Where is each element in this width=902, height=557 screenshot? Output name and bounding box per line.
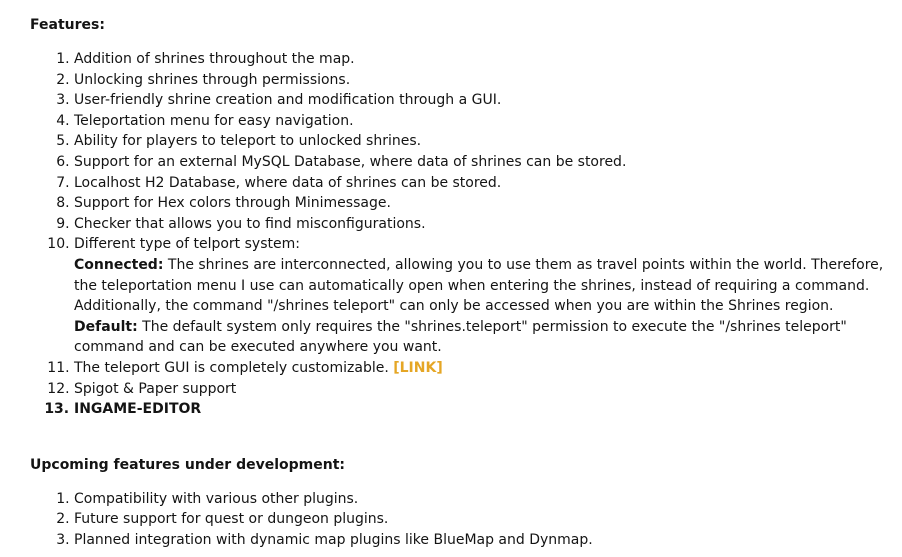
gui-text: The teleport GUI is completely customizable. bbox=[74, 359, 394, 376]
list-item: 7. Localhost H2 Database, where data of shrines can be stored. bbox=[74, 173, 888, 194]
features-heading: Features: bbox=[30, 17, 105, 33]
list-item: 8. Support for Hex colors through Minimessage. bbox=[74, 193, 888, 214]
connected-description bbox=[74, 255, 888, 317]
list-item: 3. User-friendly shrine creation and modification through a GUI. bbox=[74, 90, 888, 111]
list-item: 4. Teleportation menu for easy navigation. bbox=[74, 111, 888, 132]
teleport-system-text: Different type of telport system: bbox=[74, 236, 300, 253]
list-item: 3. Planned integration with dynamic map plugins like BlueMap and Dynmap. bbox=[74, 530, 888, 551]
upcoming-heading: Upcoming features under development: bbox=[30, 456, 345, 473]
gui-link[interactable]: [LINK] bbox=[393, 359, 443, 376]
list-item: 9. Checker that allows you to find misconfigurations. bbox=[74, 214, 888, 235]
list-item-teleport-system bbox=[74, 234, 888, 358]
connected-label: Connected: bbox=[74, 256, 164, 273]
upcoming-list bbox=[30, 489, 888, 551]
default-label: Default: bbox=[74, 318, 138, 335]
list-item: 6. Support for an external MySQL Database, where data of shrines can be stored. bbox=[74, 152, 888, 173]
default-text: The default system only requires the "shrines.teleport" permission to execute the "/shrines teleport" command and can be executed anywhere you want. bbox=[74, 318, 847, 356]
default-description bbox=[74, 317, 888, 358]
list-item: 2. Unlocking shrines through permissions. bbox=[74, 70, 888, 91]
features-list bbox=[30, 49, 888, 420]
list-item: 1. Addition of shrines throughout the map. bbox=[74, 49, 888, 70]
list-item-gui bbox=[74, 358, 888, 379]
list-item: 2. Future support for quest or dungeon plugins. bbox=[74, 509, 888, 530]
post-content bbox=[30, 15, 888, 550]
list-item: 1. Compatibility with various other plugins. bbox=[74, 489, 888, 510]
list-item: 12. Spigot & Paper support bbox=[74, 379, 888, 400]
connected-text: The shrines are interconnected, allowing you to use them as travel points within the world. Therefore, the teleportation menu I use can automatically open when entering the shrines, instead of requiring a command. Additionally, the command "/shrines teleport" can only be accessed when you are within the Shrines region. bbox=[74, 256, 884, 315]
list-item-ingame-editor: 13. INGAME-EDITOR bbox=[74, 399, 888, 420]
list-item: 5. Ability for players to teleport to unlocked shrines. bbox=[74, 131, 888, 152]
